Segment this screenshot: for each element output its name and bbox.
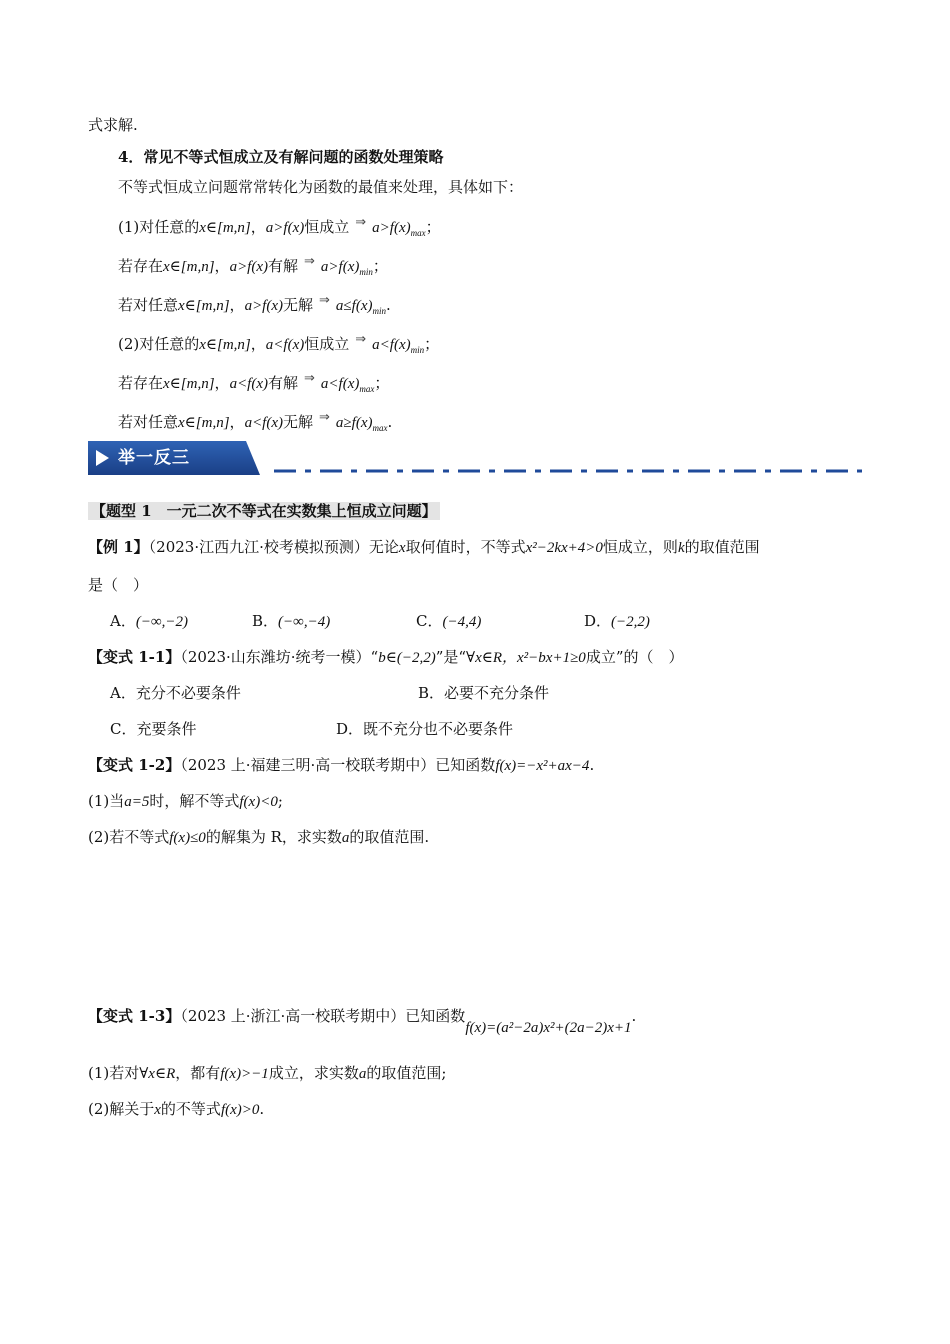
rule-inequality: a<f(x) [265,337,305,353]
item4-title: 4．常见不等式恒成立及有解问题的函数处理策略 [118,148,444,166]
variant13-source: （2023 上·浙江·高一校联考期中）已知函数 [180,1007,466,1025]
rule-line [118,407,392,439]
rule-result-subscript: max [359,384,375,394]
example1-option-b[interactable] [252,610,330,633]
q1-condition: a=5 [124,794,150,810]
rule-result: a≤f(x) [335,298,373,314]
option-value: 既不充分也不必要条件 [363,720,514,738]
rule-domain: x∈[m,n] [163,376,215,392]
rule-prefix: 若对任意 [118,413,179,431]
example1-text3: 的取值范围 [684,538,760,556]
rule-comma: ， [250,218,266,236]
example1-option-a[interactable] [110,610,188,633]
item4-description: 不等式恒成立问题常常转化为函数的最值来处理，具体如下： [118,178,524,196]
rule-domain: x∈[m,n] [199,220,251,236]
rule-line [118,212,441,244]
rule-prefix: 若存在 [118,257,164,275]
q1-prefix: (1)若对 [88,1064,140,1082]
example1-var-k: k [677,540,685,556]
dash-dot-divider [274,468,862,474]
rule-end: ； [424,335,440,353]
intro-tail-text: 式求解. [88,116,138,134]
rule-result-subscript: min [359,267,373,277]
q1-middle: ，都有 [175,1064,221,1082]
rule-comma: ， [214,257,230,275]
example1-text4: 是（ ） [88,576,149,594]
variant11-option-b[interactable] [418,682,549,704]
rule-inequality: a<f(x) [229,376,268,392]
variant13-function: f(x)=(a²−2a)x²+(2a−2)x+1 [465,1020,632,1036]
variant13-question1 [88,1062,446,1085]
rule-inequality: a>f(x) [244,298,283,314]
variant12-source: （2023 上·福建三明·高一校联考期中）已知函数 [180,756,496,774]
option-value: 充分不必要条件 [135,684,241,702]
variant11-statement: ∀x∈R，x²−bx+1≥0 [466,650,586,666]
q1-inequality: f(x)<0 [239,794,278,810]
rule-result: a<f(x) [320,376,360,392]
rule-line [118,329,439,361]
rule-prefix: 若存在 [118,374,164,392]
q1-middle: 时，解不等式 [149,792,240,810]
rule-line [118,290,391,322]
section-banner [88,441,260,475]
variant11-text2: 成立”的（ ） [585,648,684,666]
q1-inequality: f(x)>−1 [220,1066,269,1082]
variant12-question1 [88,790,283,813]
example1-line1 [88,536,760,559]
option-key: D． [584,612,612,630]
option-key: A． [110,684,136,702]
example1-tag: 【例 1】 [88,538,149,556]
variant12-function: f(x)=−x²+ax−4 [495,758,590,774]
option-value: (−4,4) [442,614,482,630]
rule-domain: x∈[m,n] [199,337,251,353]
play-arrow-icon [96,450,109,466]
variant11-condition: b∈(−2,2) [378,650,436,666]
q2-end: . [259,1100,265,1118]
q2-variable: a [341,830,350,846]
rule-result-subscript: max [410,228,426,238]
rule-condition-text: 无解 [283,296,314,314]
q2-prefix: (2)解关于 [88,1100,155,1118]
example1-text1: 取何值时，不等式 [405,538,526,556]
variant11-tag: 【变式 1-1】 [88,648,181,666]
rule-condition-text: 有解 [268,374,299,392]
rule-domain: x∈[m,n] [178,298,230,314]
q2-end: 的取值范围. [349,828,430,846]
example1-option-c[interactable] [416,610,481,633]
topic1-heading [88,500,440,522]
variant11-option-c[interactable] [110,718,197,740]
option-value: (−2,2) [611,614,650,630]
variant12-tag: 【变式 1-2】 [88,756,181,774]
rule-result: a>f(x) [372,220,411,236]
example1-source: （2023·江西九江·校考模拟预测）无论 [148,538,399,556]
variant11-source: （2023·山东潍坊·统考一模）“ [180,648,379,666]
rule-prefix: 若对任意 [118,296,179,314]
implies-arrow-icon: ⇒ [355,215,367,230]
example1-var-x: x [398,540,406,556]
rule-line [118,368,389,400]
q2-inequality: f(x)>0 [220,1102,260,1118]
example1-text2: 恒成立，则 [602,538,678,556]
rule-inequality: a<f(x) [244,415,283,431]
rule-end: . [385,296,391,314]
variant13-end: . [631,1007,637,1025]
implies-arrow-icon: ⇒ [355,332,367,347]
rule-comma: ， [229,413,245,431]
variant11-line1 [88,646,683,669]
q2-inequality: f(x)≤0 [169,830,206,846]
rule-result: a≥f(x) [335,415,373,431]
rule-prefix: (1)对任意的 [118,218,200,236]
variant13-line1 [88,1005,637,1036]
rule-domain: x∈[m,n] [178,415,230,431]
rule-prefix: (2)对任意的 [118,335,200,353]
variant11-option-a[interactable] [110,682,241,704]
q1-end: ; [277,792,283,810]
variant11-option-d[interactable] [336,718,513,740]
variant13-question2 [88,1098,264,1121]
rule-condition-text: 恒成立 [304,218,350,236]
q1-prefix: (1)当 [88,792,125,810]
option-key: B． [252,612,279,630]
rule-condition-text: 有解 [268,257,299,275]
variant12-line1 [88,754,594,777]
implies-arrow-icon: ⇒ [304,254,315,269]
rule-comma: ， [229,296,245,314]
rule-end: ； [372,257,388,275]
option-key: C． [416,612,443,630]
implies-arrow-icon: ⇒ [304,371,315,386]
rule-result: a<f(x) [372,337,411,353]
rule-result-subscript: max [372,423,388,433]
option-value: (−∞,−4) [278,614,331,630]
variant12-end: . [589,756,595,774]
variant13-tag: 【变式 1-3】 [88,1007,181,1025]
option-value: 必要不充分条件 [444,684,550,702]
option-value: (−∞,−2) [135,614,189,630]
implies-arrow-icon: ⇒ [319,293,330,308]
rule-condition-text: 恒成立 [304,335,350,353]
variant11-text1: ”是“ [435,648,467,666]
option-key: B． [418,684,445,702]
option-key: A． [110,612,136,630]
rule-inequality: a>f(x) [229,259,268,275]
q2-variable: x [154,1102,161,1118]
q1-end: 的取值范围; [366,1064,447,1082]
rule-end: ； [374,374,390,392]
rule-result-subscript: min [410,345,425,355]
example1-inequality: x²−2kx+4>0 [525,540,603,556]
option-key: D． [336,720,364,738]
q2-middle: 的不等式 [160,1100,221,1118]
rule-condition-text: 无解 [283,413,314,431]
banner-label: 举一反三 [118,448,190,468]
rule-comma: ， [250,335,266,353]
rule-comma: ， [214,374,230,392]
rule-domain: x∈[m,n] [163,259,215,275]
option-value: 充要条件 [136,720,197,738]
q1-post: 成立，求实数 [268,1064,359,1082]
rule-line [118,251,388,283]
rule-result-subscript: min [372,306,386,316]
q2-middle: 的解集为 R，求实数 [205,828,342,846]
topic1-heading-text: 【题型 1 一元二次不等式在实数集上恒成立问题】 [88,502,440,520]
option-key: C． [110,720,137,738]
rule-end: ； [425,218,441,236]
q1-variable: a [358,1066,367,1082]
rule-result: a>f(x) [320,259,360,275]
rule-inequality: a>f(x) [265,220,305,236]
rule-end: . [387,413,393,431]
q1-condition: ∀x∈R [139,1066,176,1082]
example1-option-d[interactable] [584,610,650,633]
q2-prefix: (2)若不等式 [88,828,170,846]
implies-arrow-icon: ⇒ [319,410,330,425]
variant12-question2 [88,826,429,849]
